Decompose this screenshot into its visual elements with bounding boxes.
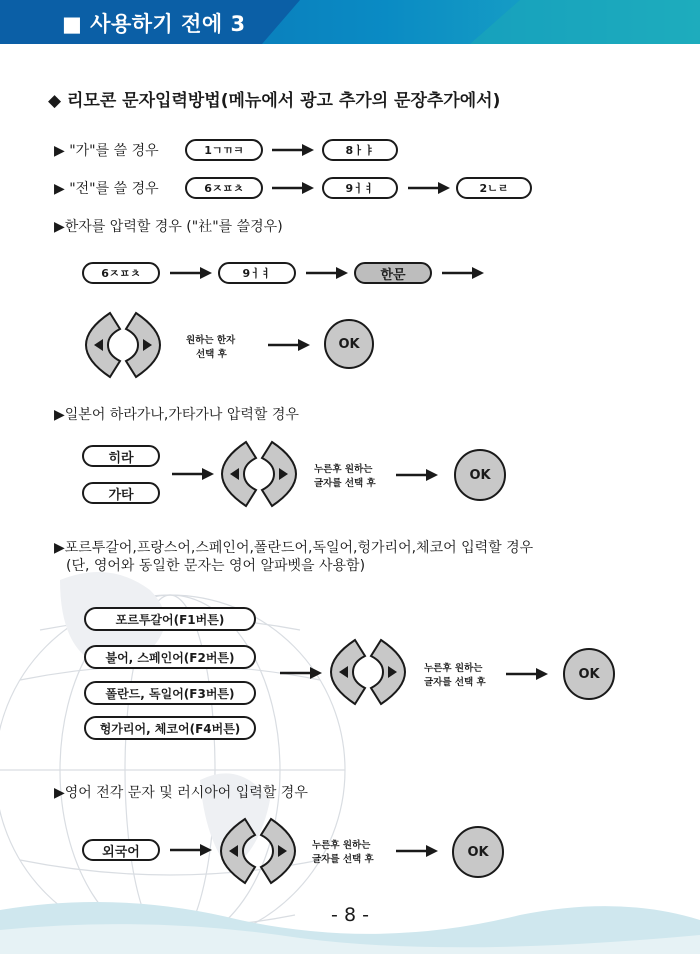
japanese-label: ▶일본어 하라가나,가타가나 압력할 경우 xyxy=(54,407,299,423)
arrow-right-icon xyxy=(268,337,310,353)
european-label-line2: (단, 영어와 동일한 문자는 영어 알파벳을 사용함) xyxy=(66,558,366,574)
left-right-nav-keys[interactable] xyxy=(217,817,299,885)
foreign-language-key[interactable]: 외국어 xyxy=(82,839,160,861)
hanja-label: ▶한자를 압력할 경우 ("社"를 쓸경우) xyxy=(54,219,283,235)
european-label-line1: ▶포르투갈어,프랑스어,스페인어,폴란드어,독일어,헝가리어,체코어 입력할 경우 xyxy=(54,540,534,556)
f3-polish-german-key[interactable]: 폴란드, 독일어(F3버튼) xyxy=(84,681,256,705)
key-9[interactable]: 9ㅓㅕ xyxy=(322,177,398,199)
japanese-desc-line1: 누른후 원하는 xyxy=(314,464,373,475)
key-9[interactable]: 9ㅓㅕ xyxy=(218,262,296,284)
hanja-key[interactable]: 한문 xyxy=(354,262,432,284)
key-2[interactable]: 2ㄴㄹ xyxy=(456,177,532,199)
f4-hungarian-czech-key[interactable]: 헝가리어, 체코어(F4버튼) xyxy=(84,716,256,740)
arrow-right-icon xyxy=(172,466,214,482)
page-number: - 8 - xyxy=(331,904,369,926)
key-8[interactable]: 8ㅏㅑ xyxy=(322,139,398,161)
arrow-right-icon xyxy=(396,467,438,483)
page-header-title: ■ 사용하기 전에 3 xyxy=(62,12,246,36)
row1-label: ▶ "가"를 쓸 경우 xyxy=(54,143,159,159)
fullwidth-desc-line2: 글자를 선택 후 xyxy=(312,854,374,865)
arrow-right-icon xyxy=(272,180,314,196)
japanese-desc-line2: 글자를 선택 후 xyxy=(314,478,376,489)
section-title: ◆ 리모콘 문자입력방법(메뉴에서 광고 추가의 문장추가에서) xyxy=(48,91,501,111)
fullwidth-label: ▶영어 전각 문자 및 러시아어 입력할 경우 xyxy=(54,785,308,801)
f2-french-spanish-key[interactable]: 불어, 스페인어(F2버튼) xyxy=(84,645,256,669)
ok-button[interactable]: OK xyxy=(324,319,374,369)
arrow-right-icon xyxy=(306,265,348,281)
arrow-right-icon xyxy=(506,666,548,682)
arrow-right-icon xyxy=(170,842,212,858)
arrow-right-icon xyxy=(442,265,484,281)
european-desc-line2: 글자를 선택 후 xyxy=(424,677,486,688)
arrow-right-icon xyxy=(396,843,438,859)
left-right-nav-keys[interactable] xyxy=(218,440,300,508)
key-6[interactable]: 6ㅈㅍㅊ xyxy=(82,262,160,284)
hanja-select-line2: 선택 후 xyxy=(196,349,227,360)
key-6[interactable]: 6ㅈㅍㅊ xyxy=(185,177,263,199)
arrow-right-icon xyxy=(408,180,450,196)
ok-button[interactable]: OK xyxy=(454,449,506,501)
hanja-select-line1: 원하는 한자 xyxy=(186,335,236,346)
row2-label: ▶ "전"를 쓸 경우 xyxy=(54,181,159,197)
left-right-nav-keys[interactable] xyxy=(327,638,409,706)
f1-portuguese-key[interactable]: 포르투갈어(F1버튼) xyxy=(84,607,256,631)
ok-button[interactable]: OK xyxy=(452,826,504,878)
arrow-right-icon xyxy=(280,665,322,681)
arrow-right-icon xyxy=(170,265,212,281)
arrow-right-icon xyxy=(272,142,314,158)
european-desc-line1: 누른후 원하는 xyxy=(424,663,483,674)
hiragana-key[interactable]: 히라 xyxy=(82,445,160,467)
fullwidth-desc-line1: 누른후 원하는 xyxy=(312,840,371,851)
ok-button[interactable]: OK xyxy=(563,648,615,700)
katakana-key[interactable]: 가타 xyxy=(82,482,160,504)
key-1[interactable]: 1ㄱㄲㅋ xyxy=(185,139,263,161)
left-right-nav-keys[interactable] xyxy=(82,311,164,379)
